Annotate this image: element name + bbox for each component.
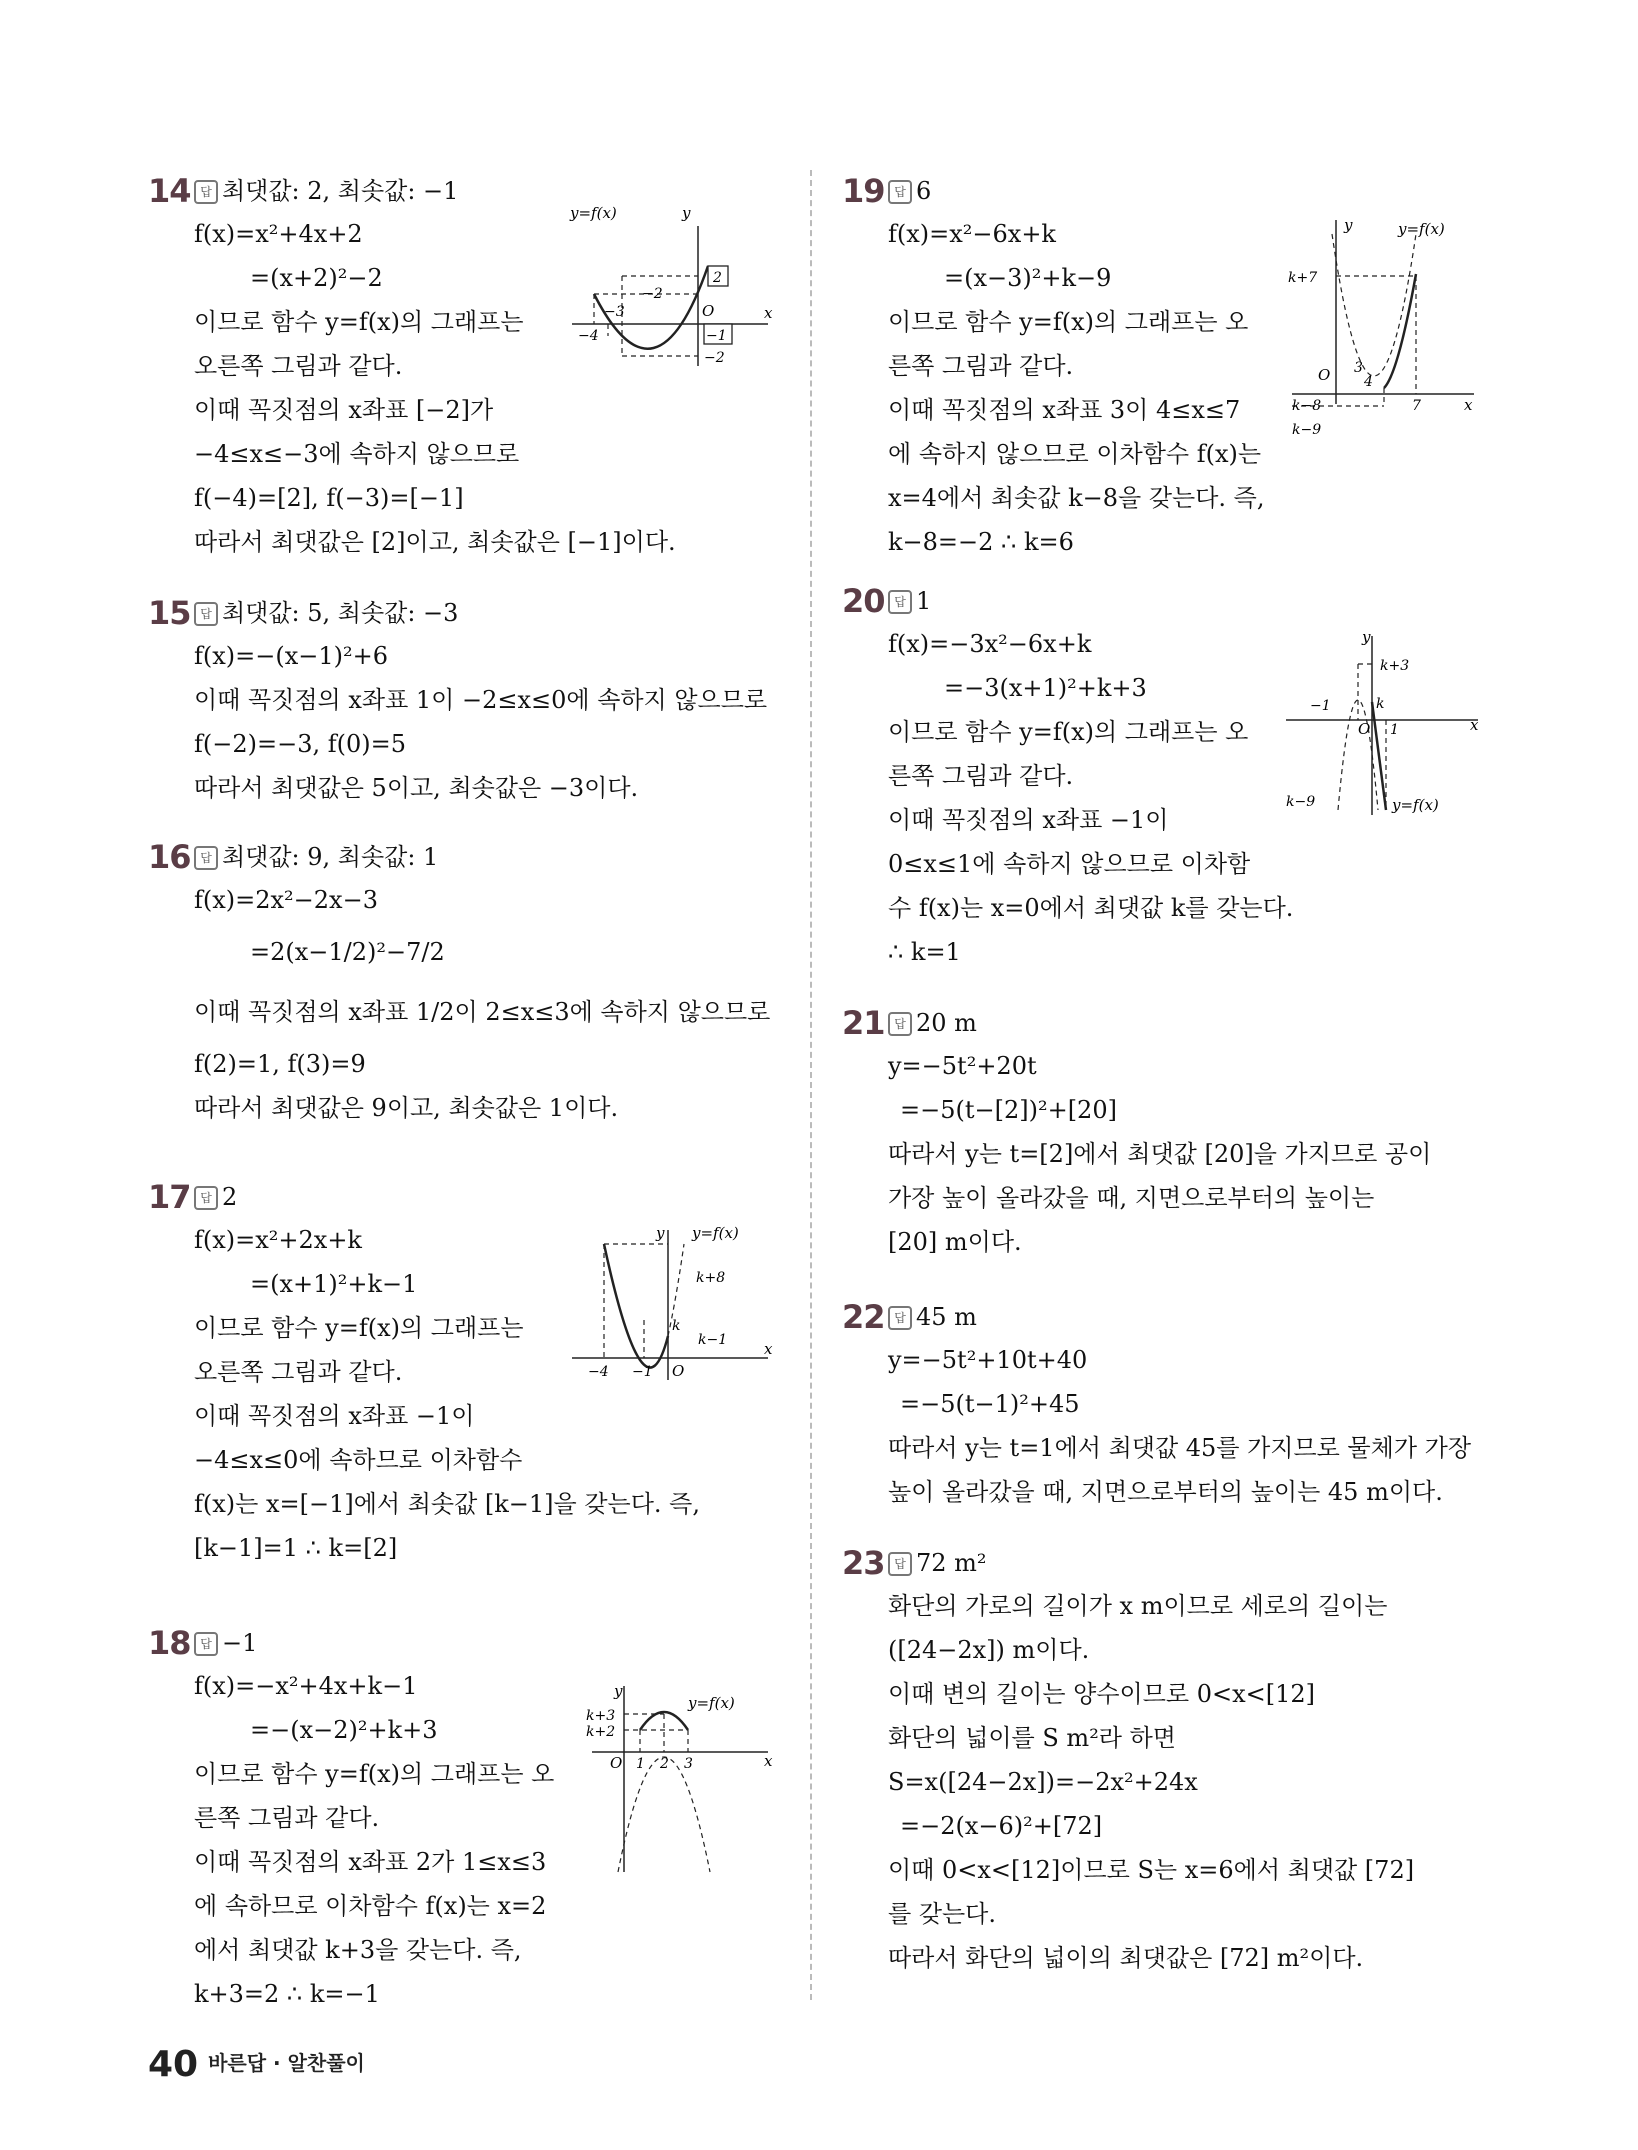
graph-origin: O bbox=[672, 1362, 685, 1380]
graph-origin: O bbox=[610, 1754, 623, 1772]
graph-19 bbox=[1288, 214, 1478, 438]
solution-line: 이므로 함수 y=f(x)의 그래프는 bbox=[194, 308, 524, 336]
graph-14 bbox=[568, 206, 778, 376]
solution-line: 른쪽 그림과 같다. bbox=[888, 762, 1074, 790]
graph-tick: 4 bbox=[1364, 374, 1373, 390]
graph-origin: O bbox=[1318, 366, 1331, 384]
solution-line: =−3(x+1)²+k+3 bbox=[944, 674, 1147, 702]
graph-origin: O bbox=[702, 302, 715, 320]
page-footer bbox=[148, 2044, 365, 2084]
solution-line: 따라서 화단의 넓이의 최댓값은 [72] m²이다. bbox=[888, 1944, 1364, 1972]
answer-badge-icon: 답 bbox=[888, 1552, 912, 1576]
solution-line: 이때 꼭짓점의 x좌표 −1이 bbox=[194, 1402, 475, 1430]
solution-line: ∴ k=1 bbox=[888, 938, 961, 966]
solution-line: [20] m이다. bbox=[888, 1228, 1022, 1256]
graph-tick: 3 bbox=[1354, 360, 1363, 376]
solution-line: 오른쪽 그림과 같다. bbox=[194, 352, 403, 380]
solution-line: 이때 변의 길이는 양수이므로 0<x<[12] bbox=[888, 1680, 1316, 1708]
problem-number: 21 bbox=[842, 1004, 885, 1042]
solution-line: 높이 올라갔을 때, 지면으로부터의 높이는 45 m이다. bbox=[888, 1478, 1443, 1506]
solution-line: 이때 꼭짓점의 x좌표 3이 4≤x≤7 bbox=[888, 396, 1241, 424]
answer-text: 최댓값: 5, 최솟값: −3 bbox=[222, 599, 459, 627]
solution-line: =−(x−2)²+k+3 bbox=[250, 1716, 438, 1744]
solution-line: 따라서 최댓값은 5이고, 최솟값은 −3이다. bbox=[194, 774, 639, 802]
graph-x-label: x bbox=[1464, 396, 1473, 414]
solution-line: 따라서 최댓값은 [2]이고, 최솟값은 [−1]이다. bbox=[194, 528, 676, 556]
graph-x-label: x bbox=[764, 1752, 773, 1770]
graph-min-label: −2 bbox=[704, 350, 725, 366]
solution-line: f(x)=−(x−1)²+6 bbox=[194, 642, 389, 670]
solution-line: =(x−3)²+k−9 bbox=[944, 264, 1112, 292]
problem-16 bbox=[148, 836, 788, 1130]
column-divider bbox=[810, 170, 812, 2000]
graph-x-label: x bbox=[764, 1340, 773, 1358]
solution-line: f(x)=x²+2x+k bbox=[194, 1226, 362, 1254]
graph-tick: 1 bbox=[636, 1756, 645, 1772]
graph-label: k−9 bbox=[1292, 422, 1322, 438]
answer-text: 72 m² bbox=[916, 1549, 987, 1577]
solution-line: f(2)=1, f(3)=9 bbox=[194, 1050, 366, 1078]
solution-line: 따라서 y는 t=1에서 최댓값 45를 가지므로 물체가 가장 bbox=[888, 1434, 1472, 1462]
graph-label: k+3 bbox=[586, 1708, 616, 1724]
footer-title: 바른답 · 알찬풀이 bbox=[208, 2051, 365, 2075]
graph-tick: 2 bbox=[660, 1756, 669, 1772]
answer-badge-icon: 답 bbox=[888, 1306, 912, 1330]
solution-line: 이때 꼭짓점의 x좌표 [−2]가 bbox=[194, 396, 494, 424]
solution-line: S=x([24−2x])=−2x²+24x bbox=[888, 1768, 1198, 1796]
graph-fn-label: y=f(x) bbox=[570, 204, 617, 222]
solution-line: 화단의 가로의 길이가 x m이므로 세로의 길이는 bbox=[888, 1592, 1388, 1620]
solution-line: ([24−2x]) m이다. bbox=[888, 1636, 1090, 1664]
solution-line: 를 갖는다. bbox=[888, 1900, 996, 1928]
graph-label: k−9 bbox=[1286, 794, 1316, 810]
problem-22 bbox=[842, 1296, 1482, 1514]
solution-line: [k−1]=1 ∴ k=[2] bbox=[194, 1534, 398, 1562]
graph-label: k−8 bbox=[1292, 398, 1322, 414]
solution-line: 에서 최댓값 k+3을 갖는다. 즉, bbox=[194, 1936, 522, 1964]
graph-tick: −4 bbox=[578, 328, 599, 344]
answer-text: 2 bbox=[222, 1183, 238, 1211]
graph-label: k+7 bbox=[1288, 270, 1318, 286]
solution-line: −4≤x≤−3에 속하지 않으므로 bbox=[194, 440, 520, 468]
solution-line: 화단의 넓이를 S m²라 하면 bbox=[888, 1724, 1176, 1752]
answer-badge-icon: 답 bbox=[194, 846, 218, 870]
solution-line: 가장 높이 올라갔을 때, 지면으로부터의 높이는 bbox=[888, 1184, 1375, 1212]
solution-line: f(x)=x²+4x+2 bbox=[194, 220, 363, 248]
graph-tick: −4 bbox=[588, 1364, 609, 1380]
solution-line: f(−4)=[2], f(−3)=[−1] bbox=[194, 484, 464, 512]
answer-text: 최댓값: 9, 최솟값: 1 bbox=[222, 843, 439, 871]
graph-tick: 3 bbox=[684, 1756, 693, 1772]
solution-line: y=−5t²+10t+40 bbox=[888, 1346, 1088, 1374]
graph-y-label: y bbox=[614, 1682, 623, 1700]
answer-text: 45 m bbox=[916, 1303, 977, 1331]
solution-line: 이때 꼭짓점의 x좌표 1/2이 2≤x≤3에 속하지 않으므로 bbox=[194, 998, 771, 1026]
problem-23 bbox=[842, 1542, 1482, 1980]
solution-line: 이므로 함수 y=f(x)의 그래프는 오 bbox=[888, 308, 1249, 336]
solution-line: f(x)는 x=[−1]에서 최솟값 [k−1]을 갖는다. 즉, bbox=[194, 1490, 700, 1518]
solution-line: −4≤x≤0에 속하므로 이차함수 bbox=[194, 1446, 523, 1474]
graph-label: k+3 bbox=[1380, 658, 1410, 674]
graph-y-label: y bbox=[656, 1224, 665, 1242]
problem-number: 18 bbox=[148, 1624, 191, 1662]
answer-text: 최댓값: 2, 최솟값: −1 bbox=[222, 177, 459, 205]
problem-15 bbox=[148, 592, 788, 810]
problem-number: 23 bbox=[842, 1544, 885, 1582]
graph-tick: −3 bbox=[604, 304, 625, 320]
solution-line: 이므로 함수 y=f(x)의 그래프는 bbox=[194, 1314, 524, 1342]
answer-text: 1 bbox=[916, 587, 932, 615]
answer-badge-icon: 답 bbox=[888, 1012, 912, 1036]
answer-badge-icon: 답 bbox=[194, 1186, 218, 1210]
graph-20 bbox=[1282, 630, 1482, 820]
graph-x-label: x bbox=[764, 304, 773, 322]
solution-line: 에 속하지 않으므로 이차함수 f(x)는 bbox=[888, 440, 1262, 468]
graph-label: k−1 bbox=[698, 1332, 728, 1348]
solution-line: 른쪽 그림과 같다. bbox=[888, 352, 1074, 380]
problem-19 bbox=[842, 170, 1482, 564]
graph-tick: −1 bbox=[1310, 698, 1331, 714]
solution-line: x=4에서 최솟값 k−8을 갖는다. 즉, bbox=[888, 484, 1265, 512]
graph-fn-label: y=f(x) bbox=[688, 1694, 735, 1712]
solution-line: 따라서 y는 t=[2]에서 최댓값 [20]을 가지므로 공이 bbox=[888, 1140, 1432, 1168]
problem-20 bbox=[842, 580, 1482, 974]
graph-label: k bbox=[1376, 696, 1385, 712]
graph-18 bbox=[588, 1682, 778, 1882]
problem-14 bbox=[148, 170, 788, 564]
problem-number: 14 bbox=[148, 172, 191, 210]
graph-tick: −2 bbox=[642, 286, 663, 302]
answer-badge-icon: 답 bbox=[888, 180, 912, 204]
solution-line: k−8=−2 ∴ k=6 bbox=[888, 528, 1074, 556]
graph-origin: O bbox=[1358, 720, 1371, 738]
answer-badge-icon: 답 bbox=[194, 1632, 218, 1656]
solution-line: =(x+2)²−2 bbox=[250, 264, 383, 292]
solution-line: =(x+1)²+k−1 bbox=[250, 1270, 418, 1298]
graph-x-label: x bbox=[1470, 716, 1479, 734]
solution-line: =2(x−1/2)²−7/2 bbox=[250, 938, 445, 966]
problem-17 bbox=[148, 1176, 788, 1570]
graph-box-label: 2 bbox=[713, 270, 722, 286]
problem-number: 16 bbox=[148, 838, 191, 876]
solution-line: 0≤x≤1에 속하지 않으므로 이차함 bbox=[888, 850, 1251, 878]
graph-label: k bbox=[672, 1318, 681, 1334]
solution-line: 에 속하므로 이차함수 f(x)는 x=2 bbox=[194, 1892, 547, 1920]
solution-line: 이때 0<x<[12]이므로 S는 x=6에서 최댓값 [72] bbox=[888, 1856, 1415, 1884]
solution-line: 이때 꼭짓점의 x좌표 1이 −2≤x≤0에 속하지 않으므로 bbox=[194, 686, 768, 714]
answer-text: 6 bbox=[916, 177, 932, 205]
answer-badge-icon: 답 bbox=[194, 180, 218, 204]
graph-label: k+2 bbox=[586, 1724, 616, 1740]
graph-fn-label: y=f(x) bbox=[692, 1224, 739, 1242]
problem-number: 19 bbox=[842, 172, 885, 210]
solution-line: f(x)=2x²−2x−3 bbox=[194, 886, 378, 914]
solution-line: =−5(t−[2])²+[20] bbox=[900, 1096, 1117, 1124]
graph-label: k+8 bbox=[696, 1270, 726, 1286]
graph-tick: 1 bbox=[1390, 722, 1399, 738]
solution-line: 따라서 최댓값은 9이고, 최솟값은 1이다. bbox=[194, 1094, 619, 1122]
solution-line: 오른쪽 그림과 같다. bbox=[194, 1358, 403, 1386]
solution-line: 이므로 함수 y=f(x)의 그래프는 오 bbox=[194, 1760, 555, 1788]
problem-number: 17 bbox=[148, 1178, 191, 1216]
graph-tick: −1 bbox=[632, 1364, 653, 1380]
solution-line: =−2(x−6)²+[72] bbox=[900, 1812, 1103, 1840]
solution-line: f(x)=−x²+4x+k−1 bbox=[194, 1672, 418, 1700]
problem-number: 22 bbox=[842, 1298, 885, 1336]
graph-tick: 7 bbox=[1412, 398, 1421, 414]
page-number: 40 bbox=[148, 2044, 199, 2085]
graph-y-label: y bbox=[682, 204, 691, 222]
solution-line: k+3=2 ∴ k=−1 bbox=[194, 1980, 380, 2008]
graph-fn-label: y=f(x) bbox=[1398, 220, 1445, 238]
problem-21 bbox=[842, 1002, 1482, 1264]
solution-line: f(x)=x²−6x+k bbox=[888, 220, 1056, 248]
graph-17 bbox=[568, 1220, 778, 1390]
graph-fn-label: y=f(x) bbox=[1392, 796, 1439, 814]
problem-number: 15 bbox=[148, 594, 191, 632]
answer-badge-icon: 답 bbox=[194, 602, 218, 626]
answer-text: 20 m bbox=[916, 1009, 977, 1037]
solution-line: 른쪽 그림과 같다. bbox=[194, 1804, 380, 1832]
solution-line: f(−2)=−3, f(0)=5 bbox=[194, 730, 406, 758]
solution-line: f(x)=−3x²−6x+k bbox=[888, 630, 1092, 658]
graph-y-label: y bbox=[1362, 628, 1371, 646]
solution-line: 이때 꼭짓점의 x좌표 2가 1≤x≤3 bbox=[194, 1848, 547, 1876]
graph-y-label: y bbox=[1344, 216, 1353, 234]
solution-line: 이므로 함수 y=f(x)의 그래프는 오 bbox=[888, 718, 1249, 746]
graph-box-label: −1 bbox=[706, 328, 727, 344]
problem-number: 20 bbox=[842, 582, 885, 620]
solution-line: =−5(t−1)²+45 bbox=[900, 1390, 1080, 1418]
solution-line: y=−5t²+20t bbox=[888, 1052, 1037, 1080]
answer-badge-icon: 답 bbox=[888, 590, 912, 614]
problem-18 bbox=[148, 1622, 788, 2016]
solution-line: 수 f(x)는 x=0에서 최댓값 k를 갖는다. bbox=[888, 894, 1294, 922]
answer-text: −1 bbox=[222, 1629, 258, 1657]
solution-line: 이때 꼭짓점의 x좌표 −1이 bbox=[888, 806, 1169, 834]
